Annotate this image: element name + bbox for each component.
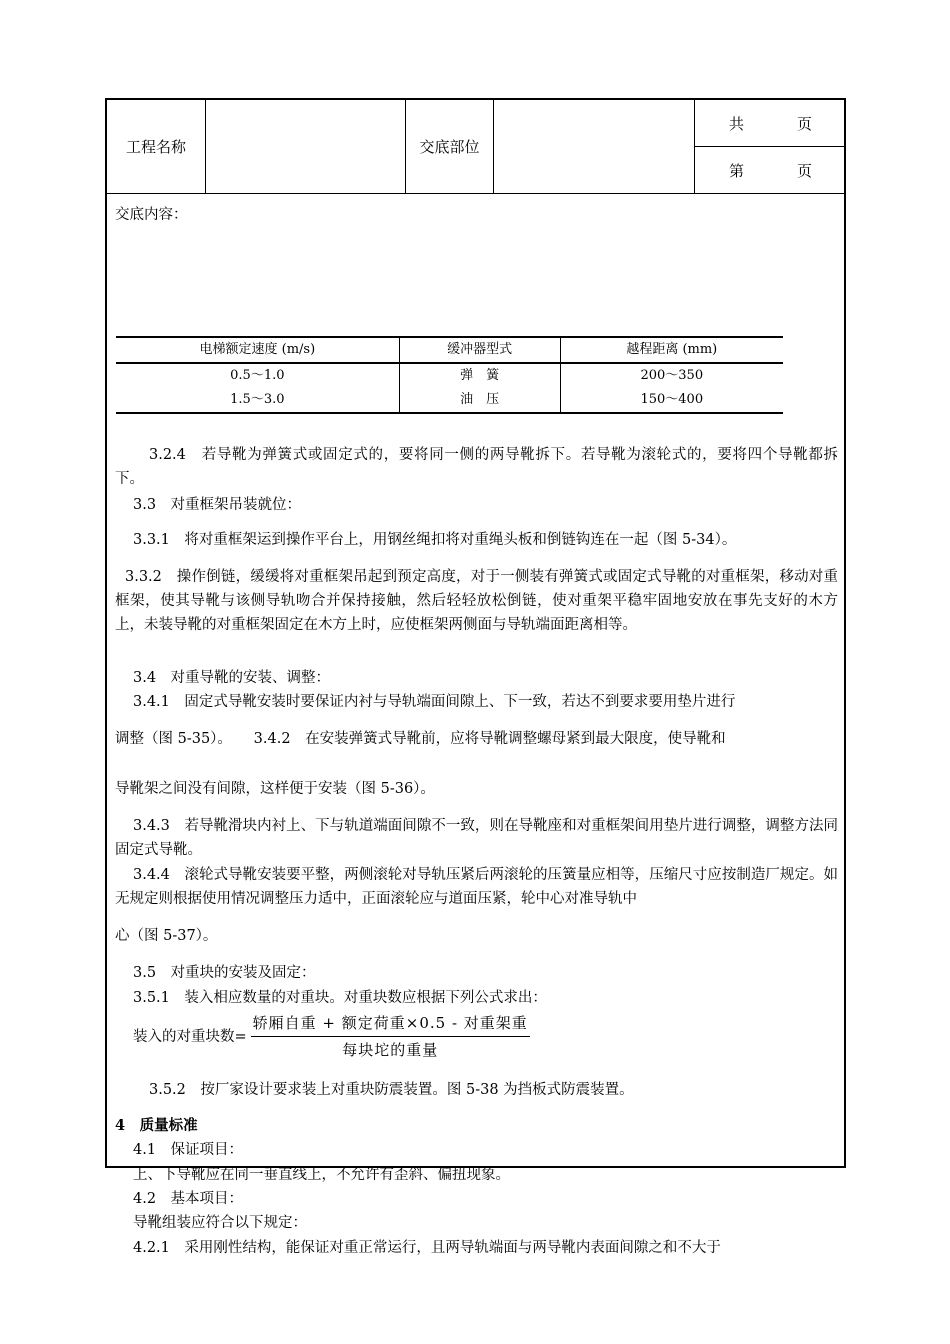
paragraph-3-3-1: 3.3.1 将对重框架运到操作平台上，用钢丝绳扣将对重绳头板和倒链钩连在一起（图 5-34）。 <box>133 532 737 548</box>
buffer-spec-table <box>116 336 783 414</box>
counterweight-formula <box>133 1011 530 1062</box>
heading-3-3: 3.3 对重框架吊装就位： <box>133 497 302 513</box>
table-cell: 200～350 <box>560 363 783 388</box>
heading-4-2: 4.2 基本项目： <box>133 1191 244 1207</box>
total-pages-prefix: 共 <box>729 114 745 133</box>
page-number-suffix: 页 <box>797 161 813 180</box>
heading-4: 4 质量标准 <box>115 1117 198 1134</box>
table-row <box>116 388 783 413</box>
handover-form <box>105 98 846 1256</box>
paragraph-3-2-4: 3.2.4 若导靴为弹簧式或固定式的，要将同一侧的两导靴拆下。若导靴为滚轮式的，要将四个导靴都拆下。 <box>115 447 838 487</box>
column-header: 电梯额定速度 (m/s) <box>116 337 399 363</box>
content-intro: 交底内容： <box>115 207 188 223</box>
paragraph-3-4-4: 3.4.4 滚轮式导靴安装要平整，两侧滚轮对导轨压紧后两滚轮的压簧量应相等，压缩尺寸应按制造厂规定。如无规定则根据使用情况调整压力适中，正面滚轮应与道面压紧，轮中心对准导轨中 <box>115 867 838 907</box>
paragraph-4-2-1: 4.2.1 采用刚性结构，能保证对重正常运行，且两导轨端面与两导靴内表面间隙之和不大于 <box>133 1240 721 1256</box>
table-cell: 弹 簧 <box>399 363 560 388</box>
formula-denominator: 每块坨的重量 <box>342 1041 439 1059</box>
table-cell: 1.5～3.0 <box>116 388 399 413</box>
formula-numerator: 轿厢自重 + 额定荷重×0.5 - 对重架重 <box>251 1011 530 1037</box>
paragraph-3-4-1: 3.4.1 固定式导靴安装时要保证内衬与导轨端面间隙上、下一致，若达不到要求要用垫片进行 <box>133 694 736 710</box>
table-cell: 0.5～1.0 <box>230 368 285 383</box>
column-header: 缓冲器型式 <box>399 337 560 363</box>
column-header: 越程距离 (mm) <box>560 337 783 363</box>
paragraph-3-3-2: 3.3.2 操作倒链，缓缓将对重框架吊起到预定高度，对于一侧装有弹簧式或固定式导靴的对重框架，移动对重框架，使其导靴与该侧导轨吻合并保持接触，然后轻轻放松倒链，使对重架平稳牢固地安放在事先支好的木方上，未装导靴的对重框架固定在木方上时，应使框架两侧面与导轨端面距离相等。 <box>115 569 838 633</box>
table-row <box>116 363 783 388</box>
paragraph-3-4-3: 3.4.3 若导靴滑块内衬上、下与轨道端面间隙不一致，则在导靴座和对重框架间用垫片进行调整，调整方法同固定式导靴。 <box>115 818 838 858</box>
paragraph-3-5-2: 3.5.2 按厂家设计要求装上对重块防震装置。图 5-38 为挡板式防震装置。 <box>149 1082 634 1098</box>
table-cell: 油 压 <box>399 388 560 413</box>
total-pages-suffix: 页 <box>797 114 813 133</box>
paragraph-3-5-1: 3.5.1 装入相应数量的对重块。对重块数应根据下列公式求出： <box>133 990 547 1006</box>
paragraph-4-1: 上、下导靴应在同一垂直线上，不允许有歪斜、偏扭现象。 <box>133 1167 510 1183</box>
project-name-label: 工程名称 <box>125 138 186 156</box>
page-number-prefix: 第 <box>729 161 745 180</box>
table-header-row <box>116 337 783 363</box>
project-name-field[interactable] <box>206 100 405 193</box>
heading-4-1: 4.1 保证项目： <box>133 1142 244 1158</box>
form-header <box>107 100 844 194</box>
paragraph-3-4-4-end: 心（图 5-37）。 <box>115 928 218 944</box>
paragraph-3-4-2-end: 导靴架之间没有间隙，这样便于安装（图 5-36）。 <box>115 781 435 797</box>
paragraph-4-2: 导靴组装应符合以下规定： <box>133 1215 307 1231</box>
table-cell: 150～400 <box>560 388 783 413</box>
handover-part-label: 交底部位 <box>419 138 480 156</box>
formula-label: 装入的对重块数= <box>133 1028 247 1045</box>
total-pages-cell <box>695 100 844 147</box>
heading-3-5: 3.5 对重块的安装及固定： <box>133 965 316 981</box>
formula-fraction <box>251 1011 530 1062</box>
heading-3-4: 3.4 对重导靴的安装、调整： <box>133 670 331 686</box>
handover-part-field[interactable] <box>494 100 694 193</box>
paragraph-3-4-2: 调整（图 5-35）。 3.4.2 在安装弹簧式导靴前，应将导靴调整螺母紧到最大限度，使导靴和 <box>115 731 726 747</box>
page-number-cell <box>695 147 844 193</box>
